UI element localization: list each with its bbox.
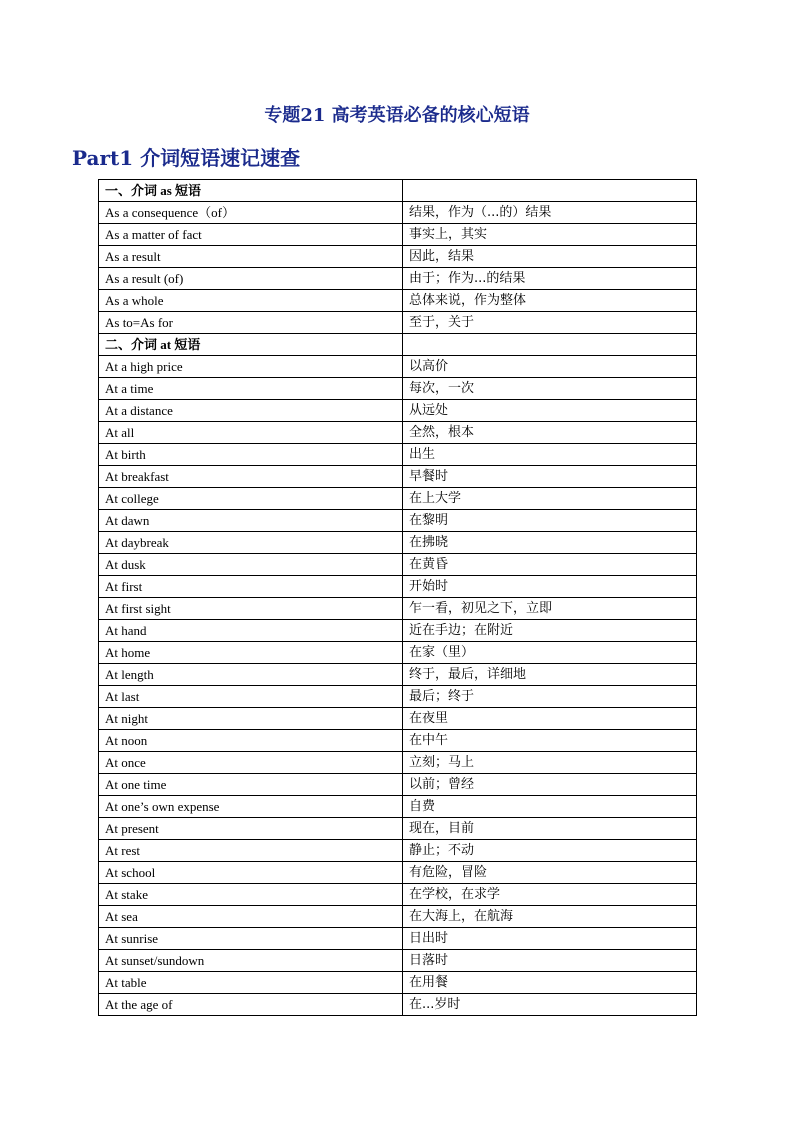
meaning-cell: 在...岁时	[403, 994, 697, 1016]
table-row	[99, 642, 697, 664]
phrase-cell: As to=As for	[99, 312, 403, 334]
phrase-cell: At first sight	[99, 598, 403, 620]
meaning-cell: 近在手边；在附近	[403, 620, 697, 642]
phrase-table	[98, 179, 697, 1016]
phrase-cell: At night	[99, 708, 403, 730]
phrase-cell: At a distance	[99, 400, 403, 422]
phrase-cell: At once	[99, 752, 403, 774]
table-row	[99, 884, 697, 906]
table-row	[99, 312, 697, 334]
meaning-cell: 日出时	[403, 928, 697, 950]
table-row	[99, 488, 697, 510]
table-row	[99, 708, 697, 730]
table-row	[99, 950, 697, 972]
phrase-table-body	[99, 180, 697, 1016]
table-row	[99, 730, 697, 752]
phrase-cell: At rest	[99, 840, 403, 862]
table-row	[99, 356, 697, 378]
phrase-cell: At noon	[99, 730, 403, 752]
phrase-cell: At daybreak	[99, 532, 403, 554]
table-row	[99, 818, 697, 840]
table-row	[99, 202, 697, 224]
phrase-cell: At school	[99, 862, 403, 884]
meaning-cell: 在学校，在求学	[403, 884, 697, 906]
meaning-cell: 终于，最后，详细地	[403, 664, 697, 686]
phrase-cell: At a time	[99, 378, 403, 400]
phrase-cell: As a matter of fact	[99, 224, 403, 246]
meaning-cell: 在黎明	[403, 510, 697, 532]
table-row	[99, 268, 697, 290]
table-row	[99, 554, 697, 576]
meaning-cell: 总体来说，作为整体	[403, 290, 697, 312]
section-title-cell: 一、介词 as 短语	[99, 180, 403, 202]
meaning-cell: 静止；不动	[403, 840, 697, 862]
meaning-cell: 结果，作为（...的）结果	[403, 202, 697, 224]
phrase-cell: At college	[99, 488, 403, 510]
table-row	[99, 510, 697, 532]
meaning-cell: 自费	[403, 796, 697, 818]
phrase-cell: At sea	[99, 906, 403, 928]
table-row	[99, 752, 697, 774]
document-title: 专题21 高考英语必备的核心短语	[264, 105, 530, 126]
meaning-cell: 由于；作为...的结果	[403, 268, 697, 290]
table-row	[99, 796, 697, 818]
table-row	[99, 466, 697, 488]
meaning-cell: 在拂晓	[403, 532, 697, 554]
phrase-cell: At home	[99, 642, 403, 664]
phrase-cell: As a result (of)	[99, 268, 403, 290]
phrase-cell: As a whole	[99, 290, 403, 312]
phrase-cell: At table	[99, 972, 403, 994]
meaning-cell: 从远处	[403, 400, 697, 422]
phrase-cell: At stake	[99, 884, 403, 906]
meaning-cell: 乍一看，初见之下，立即	[403, 598, 697, 620]
phrase-cell: At sunset/sundown	[99, 950, 403, 972]
meaning-cell: 最后；终于	[403, 686, 697, 708]
part-heading: Part1 介词短语速记速查	[72, 146, 301, 170]
meaning-cell: 在家（里）	[403, 642, 697, 664]
table-row	[99, 444, 697, 466]
phrase-cell: At all	[99, 422, 403, 444]
meaning-cell: 以前；曾经	[403, 774, 697, 796]
meaning-cell: 以高价	[403, 356, 697, 378]
meaning-cell: 现在，目前	[403, 818, 697, 840]
phrase-cell: At length	[99, 664, 403, 686]
section-header-row	[99, 334, 697, 356]
phrase-cell: At birth	[99, 444, 403, 466]
meaning-cell: 在黄昏	[403, 554, 697, 576]
meaning-cell: 在上大学	[403, 488, 697, 510]
section-header-row	[99, 180, 697, 202]
phrase-cell: At one time	[99, 774, 403, 796]
meaning-cell: 在夜里	[403, 708, 697, 730]
meaning-cell: 开始时	[403, 576, 697, 598]
meaning-cell: 在中午	[403, 730, 697, 752]
table-row	[99, 620, 697, 642]
meaning-cell: 事实上，其实	[403, 224, 697, 246]
phrase-cell: At hand	[99, 620, 403, 642]
table-row	[99, 664, 697, 686]
table-row	[99, 774, 697, 796]
phrase-cell: As a consequence（of）	[99, 202, 403, 224]
table-row	[99, 224, 697, 246]
meaning-cell: 在用餐	[403, 972, 697, 994]
table-row	[99, 400, 697, 422]
phrase-cell: At dawn	[99, 510, 403, 532]
meaning-cell	[403, 180, 697, 202]
meaning-cell: 有危险，冒险	[403, 862, 697, 884]
phrase-cell: At dusk	[99, 554, 403, 576]
table-row	[99, 972, 697, 994]
table-row	[99, 290, 697, 312]
meaning-cell: 因此，结果	[403, 246, 697, 268]
meaning-cell: 日落时	[403, 950, 697, 972]
meaning-cell	[403, 334, 697, 356]
table-row	[99, 246, 697, 268]
table-row	[99, 598, 697, 620]
meaning-cell: 在大海上，在航海	[403, 906, 697, 928]
table-row	[99, 532, 697, 554]
table-row	[99, 928, 697, 950]
table-row	[99, 576, 697, 598]
phrase-cell: As a result	[99, 246, 403, 268]
meaning-cell: 出生	[403, 444, 697, 466]
phrase-cell: At a high price	[99, 356, 403, 378]
table-row	[99, 686, 697, 708]
meaning-cell: 全然，根本	[403, 422, 697, 444]
table-row	[99, 906, 697, 928]
table-row	[99, 422, 697, 444]
phrase-cell: At sunrise	[99, 928, 403, 950]
table-row	[99, 378, 697, 400]
meaning-cell: 至于，关于	[403, 312, 697, 334]
phrase-cell: At one’s own expense	[99, 796, 403, 818]
phrase-cell: At the age of	[99, 994, 403, 1016]
meaning-cell: 每次，一次	[403, 378, 697, 400]
table-row	[99, 840, 697, 862]
phrase-cell: At present	[99, 818, 403, 840]
table-row	[99, 994, 697, 1016]
table-row	[99, 862, 697, 884]
phrase-cell: At breakfast	[99, 466, 403, 488]
meaning-cell: 立刻；马上	[403, 752, 697, 774]
phrase-cell: At last	[99, 686, 403, 708]
phrase-cell: At first	[99, 576, 403, 598]
meaning-cell: 早餐时	[403, 466, 697, 488]
section-title-cell: 二、介词 at 短语	[99, 334, 403, 356]
